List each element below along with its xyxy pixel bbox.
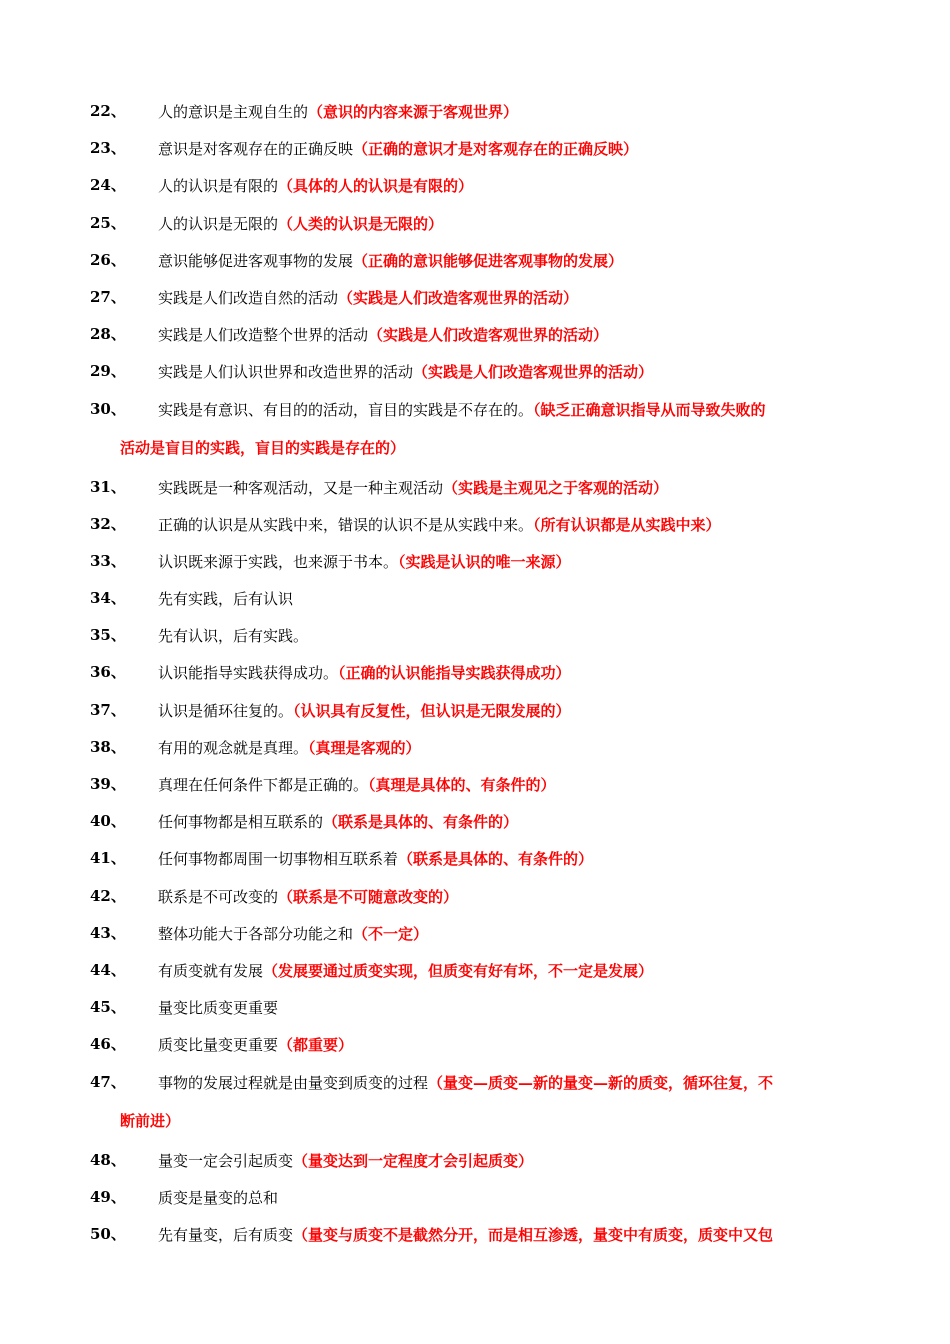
item-number: 30、: [90, 399, 126, 418]
statement-text: 量变一定会引起质变: [158, 1151, 294, 1170]
statement-list: [0, 96, 950, 1256]
item-body: [158, 1033, 862, 1057]
list-item: [0, 208, 950, 245]
item-body: [158, 476, 862, 500]
correction-text: （联系是具体的、有条件的）: [323, 813, 519, 832]
item-body: [158, 174, 862, 198]
statement-text: 事物的发展过程就是由量变到质变的过程: [158, 1073, 429, 1092]
item-number: 49、: [90, 1187, 126, 1206]
correction-text: （真理是客观的）: [308, 738, 421, 757]
item-number: 47、: [90, 1072, 126, 1091]
statement-text: 任何事物都是相互联系的: [158, 813, 324, 832]
statement-text: 质变比量变更重要: [158, 1036, 279, 1055]
item-number: 48、: [90, 1150, 126, 1169]
item-body: [158, 100, 862, 124]
item-number: 42、: [90, 886, 126, 905]
correction-text: （实践是人们改造客观世界的活动）: [338, 288, 579, 307]
correction-text: （都重要）: [278, 1036, 354, 1055]
item-number: 29、: [90, 362, 126, 381]
list-item: [0, 583, 950, 620]
item-number: 32、: [90, 514, 126, 533]
correction-text: （实践是人们改造客观世界的活动）: [368, 326, 609, 345]
item-number: 31、: [90, 477, 126, 496]
statement-text: 实践是人们改造自然的活动: [158, 288, 339, 307]
item-body: [158, 249, 862, 273]
item-body: [158, 398, 862, 422]
item-number: 46、: [90, 1035, 126, 1054]
item-body: [158, 286, 862, 310]
correction-text: （实践是主观见之于客观的活动）: [443, 478, 669, 497]
correction-text: （实践是认识的唯一来源）: [398, 552, 571, 571]
item-number: 39、: [90, 775, 126, 793]
item-body: [158, 847, 862, 871]
list-item: [0, 245, 950, 282]
correction-text: （实践是人们改造客观世界的活动）: [413, 363, 654, 382]
list-item: [0, 620, 950, 657]
list-item: [0, 806, 950, 843]
correction-text: （不一定）: [353, 924, 429, 943]
list-item: [0, 394, 950, 472]
list-item: [0, 509, 950, 546]
item-body: [158, 587, 862, 611]
list-item: [0, 319, 950, 356]
item-number: 38、: [90, 737, 126, 756]
list-item: [0, 1145, 950, 1182]
statement-text: 认识能指导实践获得成功。: [158, 664, 339, 683]
list-item: [0, 769, 950, 806]
list-item: [0, 992, 950, 1029]
statement-text: 整体功能大于各部分功能之和: [158, 924, 354, 943]
item-number: 40、: [90, 812, 126, 831]
item-body: [158, 550, 862, 574]
item-number: 45、: [90, 998, 126, 1017]
statement-text: 质变是量变的总和: [158, 1188, 279, 1207]
statement-text: 正确的认识是从实践中来，错误的认识不是从实践中来。: [158, 515, 534, 534]
item-body: [158, 922, 862, 946]
item-body: [158, 996, 862, 1020]
item-number: 23、: [90, 139, 126, 158]
item-number: 27、: [90, 287, 126, 306]
item-number: 28、: [90, 325, 126, 344]
item-number: 37、: [90, 700, 126, 719]
list-item: [0, 170, 950, 207]
item-body: [158, 810, 862, 834]
correction-text: （缺乏正确意识指导从而导致失败的: [533, 400, 766, 419]
statement-text: 意识是对客观存在的正确反映: [158, 140, 354, 159]
correction-text: （人类的认识是无限的）: [278, 214, 444, 233]
statement-text: 先有实践，后有认识: [158, 590, 294, 609]
item-body: [158, 513, 862, 537]
statement-text: 实践既是一种客观活动，又是一种主观活动: [158, 478, 444, 497]
list-item: [0, 1029, 950, 1066]
correction-text: （认识具有反复性，但认识是无限发展的）: [293, 701, 571, 720]
list-item: [0, 881, 950, 918]
list-item: [0, 1182, 950, 1219]
correction-text: （量变—质变—新的量变—新的质变，循环往复，不: [428, 1073, 774, 1092]
statement-text: 真理在任何条件下都是正确的。: [158, 776, 369, 794]
item-number: 25、: [90, 213, 126, 232]
item-body: [158, 1071, 862, 1095]
item-number: 26、: [90, 250, 126, 269]
list-item: [0, 1067, 950, 1145]
item-body: [158, 323, 862, 347]
statement-text: 人的意识是主观自生的: [158, 103, 309, 121]
statement-text: 实践是人们改造整个世界的活动: [158, 326, 369, 345]
item-body: [158, 773, 862, 797]
statement-text: 认识既来源于实践，也来源于书本。: [158, 552, 399, 571]
correction-text: （发展要通过质变实现，但质变有好有坏，不一定是发展）: [263, 961, 654, 980]
item-number: 50、: [90, 1224, 126, 1243]
item-body: [158, 885, 862, 909]
correction-text: （联系是具体的、有条件的）: [398, 850, 594, 869]
item-body: [158, 360, 862, 384]
statement-text: 人的认识是无限的: [158, 214, 279, 233]
list-item: [0, 657, 950, 694]
correction-text: （正确的意识才是对客观存在的正确反映）: [353, 140, 639, 159]
list-item: [0, 1219, 950, 1256]
list-item: [0, 955, 950, 992]
correction-text: （意识的内容来源于客观世界）: [308, 103, 519, 121]
statement-text: 认识是循环往复的。: [158, 701, 294, 720]
list-item: [0, 472, 950, 509]
list-item: [0, 546, 950, 583]
correction-text: （正确的意识能够促进客观事物的发展）: [353, 251, 624, 270]
item-number: 41、: [90, 849, 126, 868]
statement-text: 量变比质变更重要: [158, 999, 279, 1018]
correction-text: （真理是具体的、有条件的）: [368, 776, 556, 794]
item-body: [158, 1223, 862, 1247]
statement-text: 实践是人们认识世界和改造世界的活动: [158, 363, 414, 382]
item-body: [158, 959, 862, 983]
item-body: [158, 1186, 862, 1210]
item-body: [158, 1149, 862, 1173]
correction-text: （所有认识都是从实践中来）: [533, 515, 721, 534]
item-number: 22、: [90, 102, 126, 120]
statement-text: 联系是不可改变的: [158, 887, 279, 906]
list-item: [0, 843, 950, 880]
item-body: [158, 736, 862, 760]
item-body: [158, 624, 862, 648]
item-number: 33、: [90, 551, 126, 570]
statement-text: 任何事物都周围一切事物相互联系着: [158, 850, 399, 869]
statement-text: 实践是有意识、有目的的活动，盲目的实践是不存在的。: [158, 400, 534, 419]
item-number: 35、: [90, 626, 126, 645]
statement-text: 意识能够促进客观事物的发展: [158, 251, 354, 270]
list-item: [0, 133, 950, 170]
list-item: [0, 918, 950, 955]
correction-continuation: 活动是盲目的实践，盲目的实践是存在的）: [120, 438, 406, 457]
correction-text: （联系是不可随意改变的）: [278, 887, 459, 906]
item-number: 36、: [90, 663, 126, 682]
item-body: [158, 699, 862, 723]
item-body: [158, 212, 862, 236]
item-number: 24、: [90, 176, 126, 195]
statement-text: 先有量变，后有质变: [158, 1225, 294, 1244]
list-item: [0, 732, 950, 769]
item-number: 34、: [90, 589, 126, 608]
statement-text: 有用的观念就是真理。: [158, 738, 309, 757]
list-item: [0, 695, 950, 732]
correction-continuation: 断前进）: [120, 1111, 181, 1130]
item-number: 44、: [90, 960, 126, 979]
item-number: 43、: [90, 923, 126, 942]
statement-text: 先有认识，后有实践。: [158, 627, 309, 646]
list-item: [0, 96, 950, 133]
list-item: [0, 282, 950, 319]
item-body: [158, 661, 862, 685]
correction-text: （量变与质变不是截然分开，而是相互渗透，量变中有质变，质变中又包: [293, 1225, 774, 1244]
correction-text: （量变达到一定程度才会引起质变）: [293, 1151, 534, 1170]
correction-text: （正确的认识能指导实践获得成功）: [338, 664, 571, 683]
correction-text: （具体的人的认识是有限的）: [278, 177, 474, 196]
list-item: [0, 356, 950, 393]
statement-text: 有质变就有发展: [158, 961, 264, 980]
item-body: [158, 137, 862, 161]
statement-text: 人的认识是有限的: [158, 177, 279, 196]
